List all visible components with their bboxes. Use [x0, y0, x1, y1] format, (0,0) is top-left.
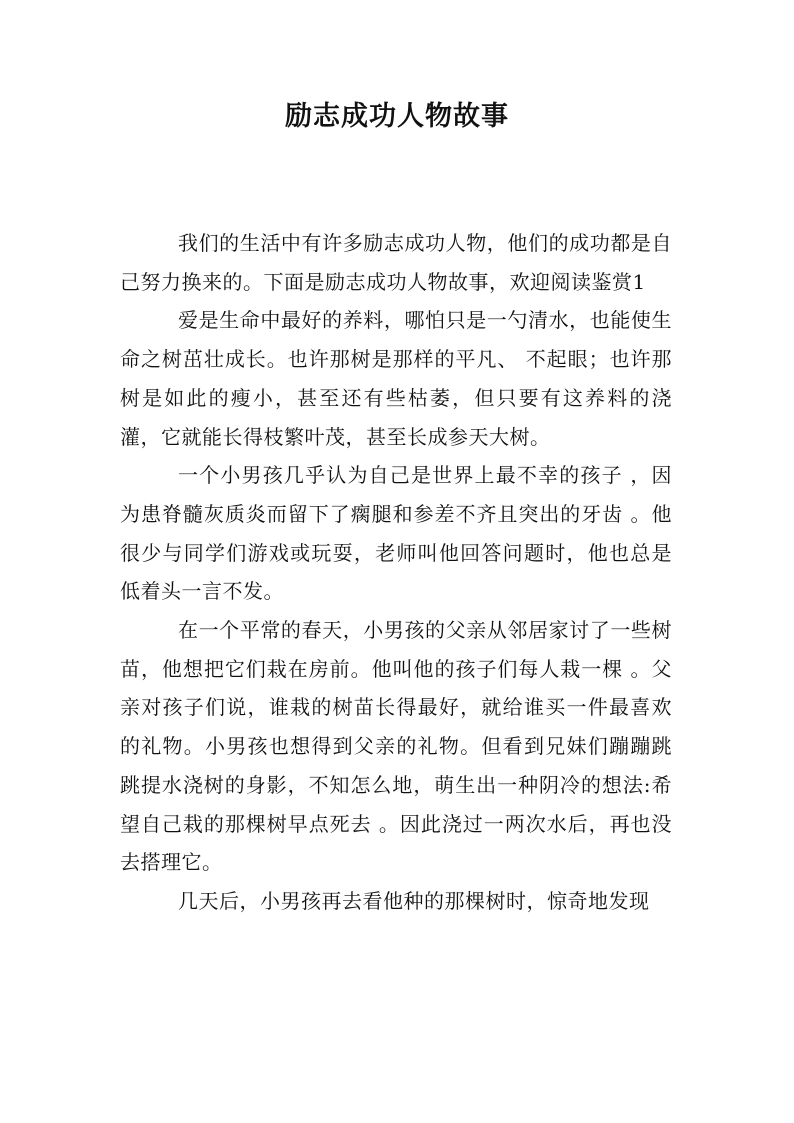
paragraph-love-nourishment: 爱是生命中最好的养料，哪怕只是一勺清水，也能使生命之树茁壮成长。也许那树是那样的平凡、 不起眼；也许那树是如此的瘦小，甚至还有些枯萎，但只要有这养料的浇灌，它就能长得枝繁叶茂，甚至长成参天大树。: [120, 308, 672, 449]
document-body: [120, 224, 672, 921]
paragraph-unlucky-boy: 一个小男孩几乎认为自己是世界上最不幸的孩子 ，因为患脊髓灰质炎而留下了瘸腿和参差不齐且突出的牙齿 。他很少与同学们游戏或玩耍，老师叫他回答问题时，他也总是低着头一言不发。: [120, 463, 672, 604]
paragraph-days-later: 几天后，小男孩再去看他种的那棵树时，惊奇地发现: [178, 888, 650, 913]
document-title: 励志成功人物故事: [285, 101, 509, 132]
paragraph-intro: 我们的生活中有许多励志成功人物，他们的成功都是自己努力换来的。下面是励志成功人物故事，欢迎阅读鉴赏1: [120, 231, 672, 294]
paragraph-spring-saplings: 在一个平常的春天，小男孩的父亲从邻居家讨了一些树苗，他想把它们栽在房前。他叫他的孩子们每人栽一棵 。父亲对孩子们说，谁栽的树苗长得最好，就给谁买一件最喜欢的礼物。小男孩也想得到父亲的礼物。但看到兄妹们蹦蹦跳跳提水浇树的身影，不知怎么地，萌生出一种阴冷的想法:希望自己栽的那棵树早点死去 。因此浇过一两次水后，再也没去搭理它。: [120, 618, 672, 875]
